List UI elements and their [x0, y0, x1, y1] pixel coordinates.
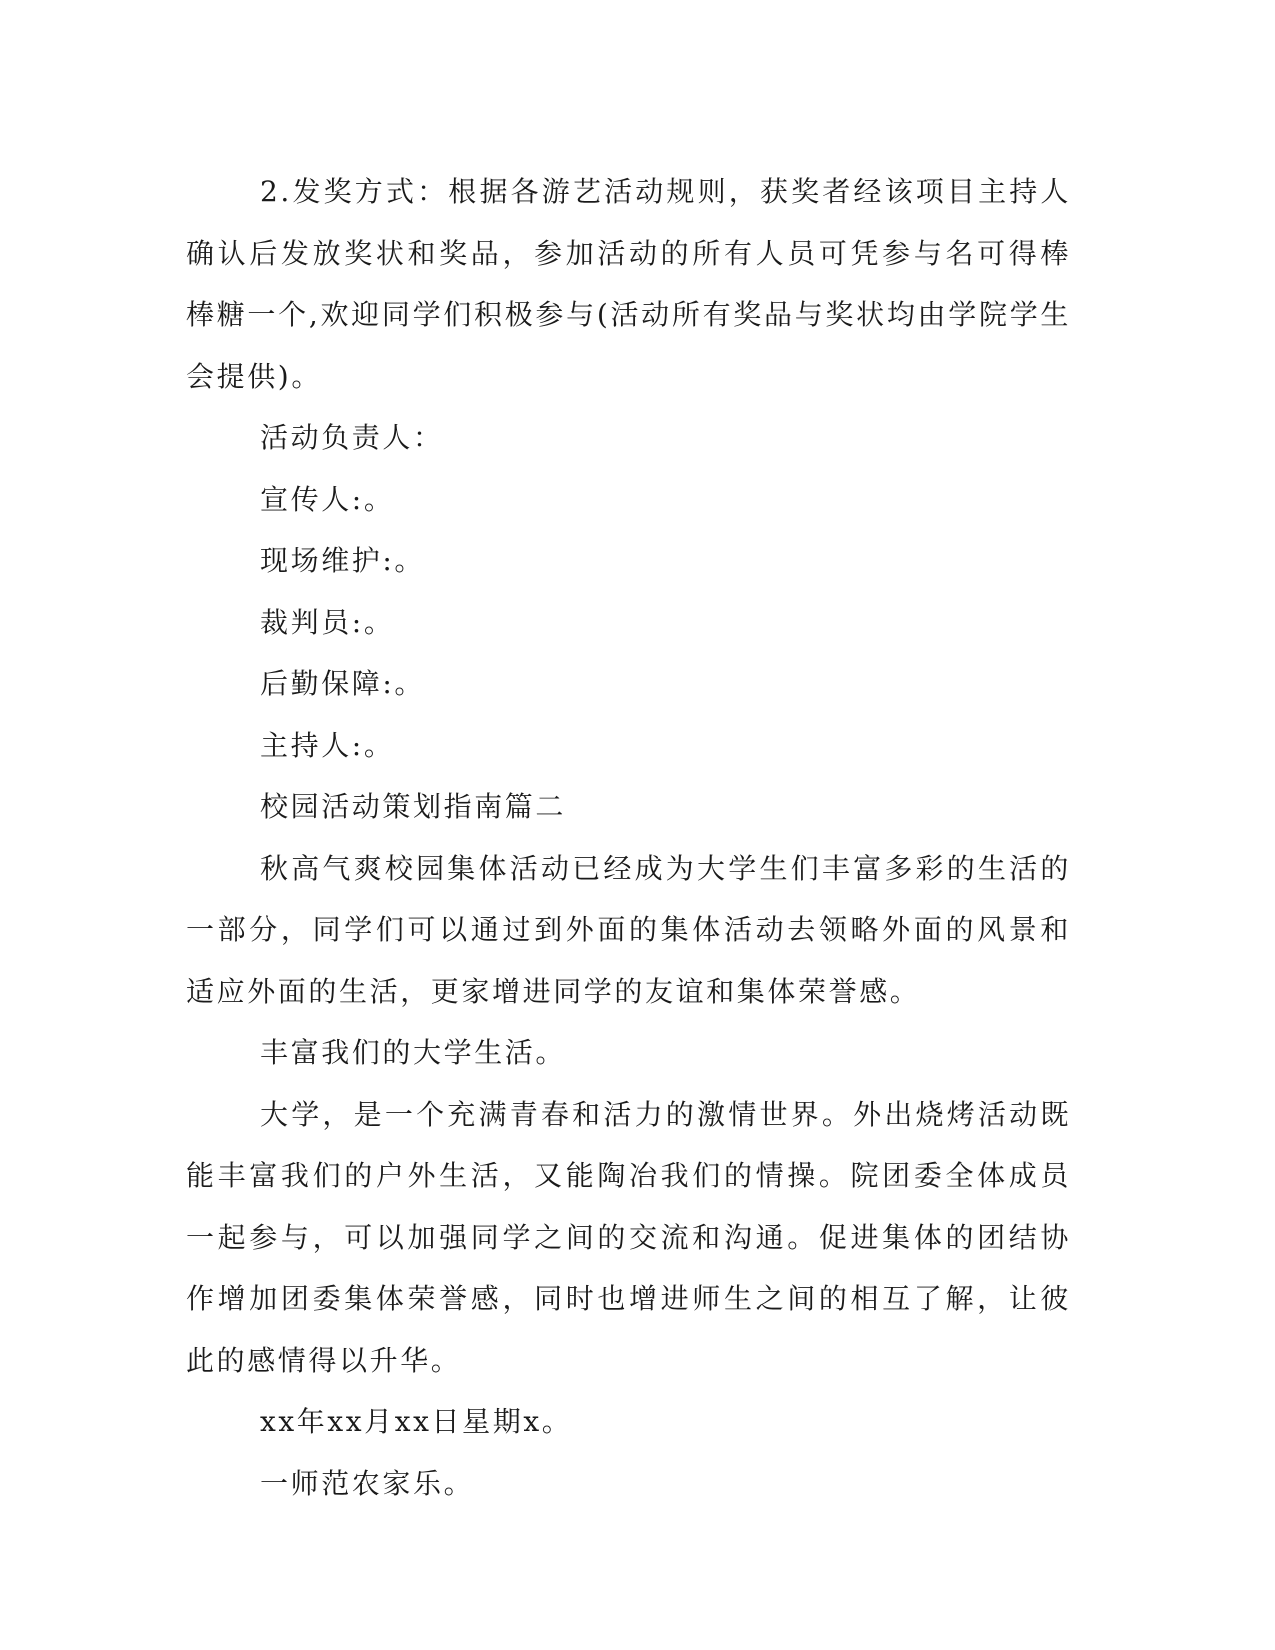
paragraph-host: 主持人:。	[260, 728, 395, 762]
document-body	[186, 161, 1071, 1514]
paragraph-award-method: 2.发奖方式：根据各游艺活动规则，获奖者经该项目主持人确认后发放奖状和奖品，参加活动的所有人员可凭参与名可得棒棒糖一个,欢迎同学们积极参与(活动所有奖品与奖状均由学院学生会提供)。	[186, 175, 1071, 393]
paragraph-location: 一师范农家乐。	[260, 1466, 475, 1500]
paragraph-logistics: 后勤保障:。	[260, 667, 426, 700]
paragraph-date-line: xx年xx月xx日星期x。	[260, 1405, 573, 1438]
paragraph-activity-leader: 活动负责人：	[260, 421, 444, 454]
paragraph-publicist: 宣传人:。	[260, 482, 395, 516]
paragraph-autumn-intro: 秋高气爽校园集体活动已经成为大学生们丰富多彩的生活的一部分，同学们可以通过到外面的集体活动去领略外面的风景和适应外面的生活，更家增进同学的友谊和集体荣誉感。	[186, 851, 1071, 1008]
section-title: 校园活动策划指南篇二	[260, 790, 567, 823]
paragraph-site-maintenance: 现场维护:。	[260, 544, 426, 577]
paragraph-enrich-life: 丰富我们的大学生活。	[260, 1036, 567, 1069]
paragraph-university: 大学，是一个充满青春和活力的激情世界。外出烧烤活动既能丰富我们的户外生活，又能陶冶我们的情操。院团委全体成员一起参与，可以加强同学之间的交流和沟通。促进集体的团结协作增加团委集体荣誉感，同时也增进师生之间的相互了解，让彼此的感情得以升华。	[186, 1097, 1071, 1377]
paragraph-referee: 裁判员:。	[260, 605, 395, 639]
